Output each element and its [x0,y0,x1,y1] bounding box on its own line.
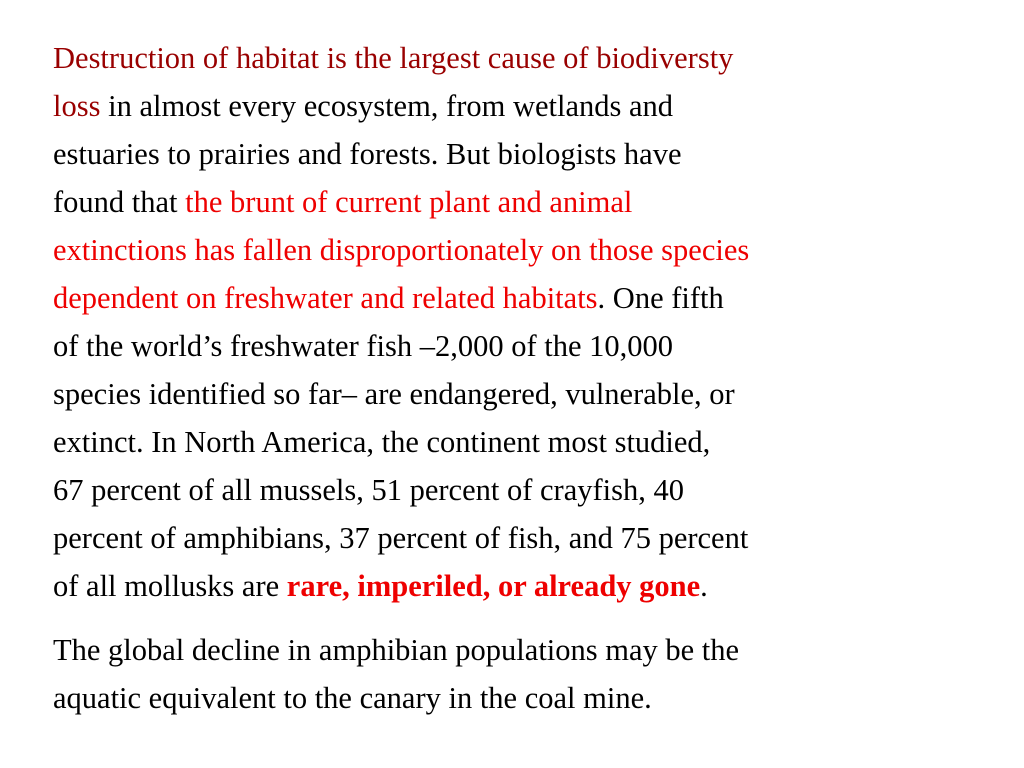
text-run: Destruction of habitat is the largest cause of biodiversty [53,41,734,75]
text-line [53,274,973,322]
text-run: the brunt of current plant and animal [185,185,633,219]
text-line [53,418,973,466]
text-run: of the world’s freshwater fish –2,000 of the 10,000 [53,329,674,363]
text-run: dependent on freshwater and related habitats [53,281,598,315]
paragraph-amphibian-decline [53,626,973,722]
text-line [53,674,973,722]
text-line [53,514,973,562]
text-run: of all mollusks are [53,569,287,603]
text-run: . One fifth [597,281,724,315]
paragraph-habitat-loss [53,34,973,610]
slide-body [53,34,973,722]
text-run: estuaries to prairies and forests. But biologists have [53,137,682,171]
text-line [53,178,973,226]
text-run: loss [53,89,101,123]
text-run: percent of amphibians, 37 percent of fish, and 75 percent [53,521,749,555]
text-run: . [700,569,708,603]
text-line [53,626,973,674]
text-line [53,370,973,418]
text-run: 67 percent of all mussels, 51 percent of crayfish, 40 [53,473,684,507]
text-run: extinct. In North America, the continent most studied, [53,425,711,459]
text-line [53,34,973,82]
text-run: extinctions has fallen disproportionately on those species [53,233,750,267]
text-line [53,226,973,274]
text-line [53,130,973,178]
text-line [53,562,973,610]
text-run: found that [53,185,186,219]
text-run: aquatic equivalent to the canary in the coal mine. [53,681,652,715]
text-run: species identified so far– are endangered, vulnerable, or [53,377,735,411]
text-line [53,322,973,370]
text-line [53,466,973,514]
text-run: The global decline in amphibian populations may be the [53,633,740,667]
text-run: in almost every ecosystem, from wetlands and [100,89,674,123]
text-line [53,82,973,130]
text-run: rare, imperiled, or already gone [286,569,701,603]
